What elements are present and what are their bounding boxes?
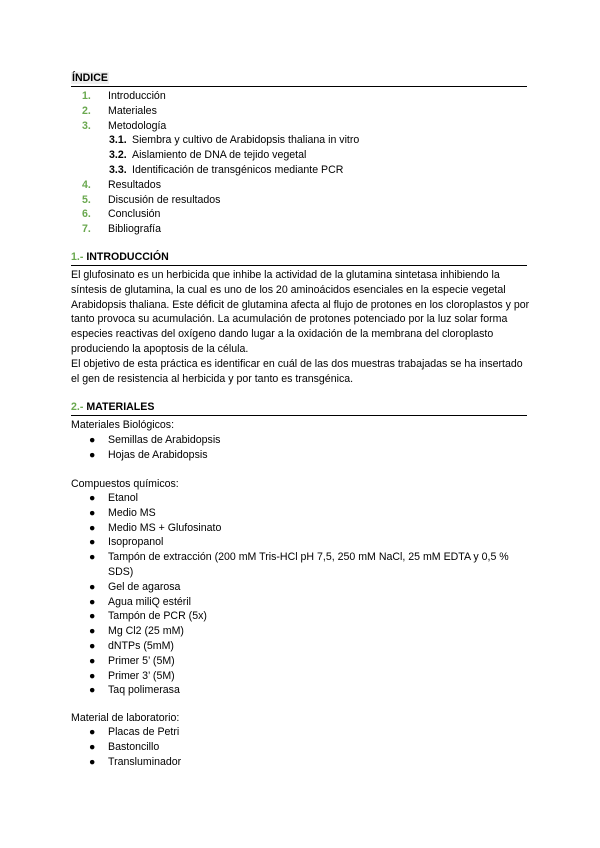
toc-subitem[interactable] [71,148,531,163]
toc-item-label: Materiales [108,104,157,117]
toc-item-number: 1. [82,90,91,102]
intro-title: INTRODUCCIÓN [86,251,169,263]
list-item: ● Primer 5’ (5M) [89,654,175,667]
toc-item-label: Introducción [108,90,166,102]
toc-subitem[interactable] [71,163,531,178]
toc-item[interactable] [71,89,531,104]
toc-item-number: 6. [82,208,91,221]
toc-item-number: 4. [82,178,91,191]
intro-paragraph: El glufosinato es un herbicida que inhibe la actividad de la glutamina sintetasa inhibiendo la síntesis de glutamina, la cual es uno de los 20 aminoácidos esenciales en la especie vegetal Arabidopsis thaliana. Este déficit de glutamina afecta al flujo de protones en los cloroplastos y por tanto provoca su acumulación. La acumulación de protones potenciado por la luz solar forma especies reactivas del oxígeno dando lugar a la oxidación de la membrana del cloroplasto produciendo la apoptosis de la célula. [71,269,530,355]
list-item: ● dNTPs (5mM) [89,639,174,652]
toc-item-label: Metodología [108,119,167,132]
materials-title: MATERIALES [86,401,155,413]
list-item: ● Mg Cl2 (25 mM) [89,625,184,638]
toc-item[interactable] [71,207,531,222]
toc-item-label: Resultados [108,178,161,191]
lab-label: Material de laboratorio: [71,712,180,724]
list-item: ● Agua miliQ estéril [89,595,192,608]
bio-label: Materiales Biológicos: [71,419,175,431]
materials-number: 2.- [71,401,84,413]
toc-item-label: Aislamiento de DNA de tejido vegetal [132,149,307,162]
toc-item-label: Bibliografía [108,223,161,236]
chem-list [71,491,531,698]
toc-item-label: Siembra y cultivo de Arabidopsis thaliana in vitro [132,134,360,147]
toc-item-number: 7. [82,223,91,236]
list-item: ● Primer 3’ (5M) [89,669,175,682]
lab-list [71,725,531,769]
list-item: ● Medio MS [89,506,156,519]
materials-heading [71,400,527,416]
intro-number: 1.- [71,251,84,263]
bio-list [71,433,531,463]
toc-item-label: Discusión de resultados [108,193,221,206]
index-heading [71,71,527,87]
toc-subitem[interactable] [71,133,531,148]
index-title: ÍNDICE [72,72,108,84]
toc-item-label: Identificación de transgénicos mediante PCR [132,163,344,176]
toc-item[interactable] [71,193,531,208]
intro-body [71,268,531,386]
intro-paragraph: El objetivo de esta práctica es identificar en cuál de las dos muestras trabajadas se ha insertado el gen de resistencia al herbicida y por tanto es transgénica. [71,357,523,385]
list-item: ● Etanol [89,492,139,504]
toc-item-number: 3.1. [109,134,127,147]
list-item: ● Medio MS + Glufosinato [89,521,222,534]
intro-heading [71,250,527,266]
toc-item-number: 3.2. [109,149,127,162]
chem-label: Compuestos químicos: [71,478,179,490]
list-item: ● Gel de agarosa [89,580,181,593]
list-item: ● Placas de Petri [89,726,180,738]
list-item: ● Tampón de PCR (5x) [89,610,207,623]
toc-item[interactable] [71,178,531,193]
toc-item-number: 3.3. [109,163,127,176]
toc-item[interactable] [71,222,531,237]
list-item: ● Transluminador [89,755,182,768]
list-item: ● Taq polimerasa [89,684,180,697]
toc-item[interactable] [71,119,531,134]
list-item: ● Tampón de extracción (200 mM Tris-HCl pH 7,5, 250 mM NaCl, 25 mM EDTA y 0,5 % SDS) [89,551,509,578]
toc-item[interactable] [71,104,531,119]
list-item: ● Hojas de Arabidopsis [89,448,208,461]
list-item: ● Semillas de Arabidopsis [89,434,221,446]
toc-item-number: 2. [82,104,91,117]
toc-item-number: 3. [82,119,91,132]
list-item: ● Isopropanol [89,536,164,549]
list-item: ● Bastoncillo [89,740,160,753]
toc-item-number: 5. [82,193,91,206]
table-of-contents [71,89,531,237]
toc-item-label: Conclusión [108,208,161,221]
